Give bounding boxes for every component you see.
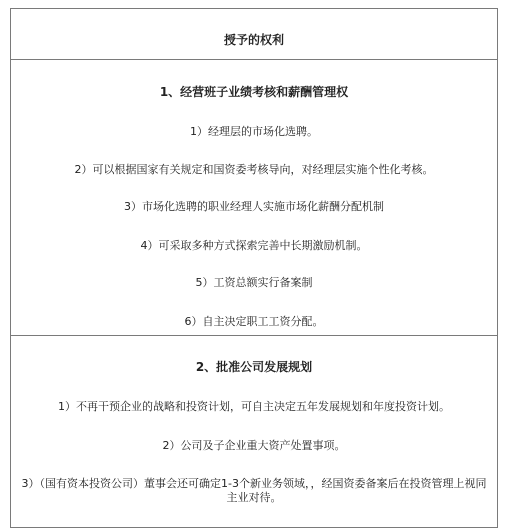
table-title: 授予的权利 — [223, 33, 284, 47]
rights-table — [10, 8, 498, 528]
section-2-item-3: 3）（国有资本投资公司）董事会还可确定1-3个新业务领域，，经国资委备案后在投资管理上视同主业对待。 — [21, 477, 487, 504]
section-row-1 — [11, 59, 497, 336]
section-title-1: 1、经营班子业绩考核和薪酬管理权 — [159, 85, 349, 99]
section-2-item-1: 1）不再干预企业的战略和投资计划，可自主决定五年发展规划和年度投资计划。 — [58, 400, 450, 413]
header-row — [11, 9, 497, 59]
section-1-item-4: 4）可采取多种方式探索完善中长期激励机制。 — [140, 239, 368, 252]
section-1-item-5: 5）工资总额实行备案制 — [195, 276, 313, 289]
section-2-item-2: 2）公司及子企业重大资产处置事项。 — [162, 439, 346, 452]
section-row-2 — [11, 335, 497, 530]
section-1-item-2: 2）可以根据国家有关规定和国资委考核导向，对经理层实施个性化考核。 — [74, 163, 434, 176]
section-1-item-6: 6）自主决定职工工资分配。 — [184, 315, 324, 328]
section-1-item-1: 1）经理层的市场化选聘。 — [190, 125, 318, 138]
section-title-2: 2、批准公司发展规划 — [195, 360, 313, 374]
section-1-item-3: 3）市场化选聘的职业经理人实施市场化薪酬分配机制 — [124, 200, 384, 213]
